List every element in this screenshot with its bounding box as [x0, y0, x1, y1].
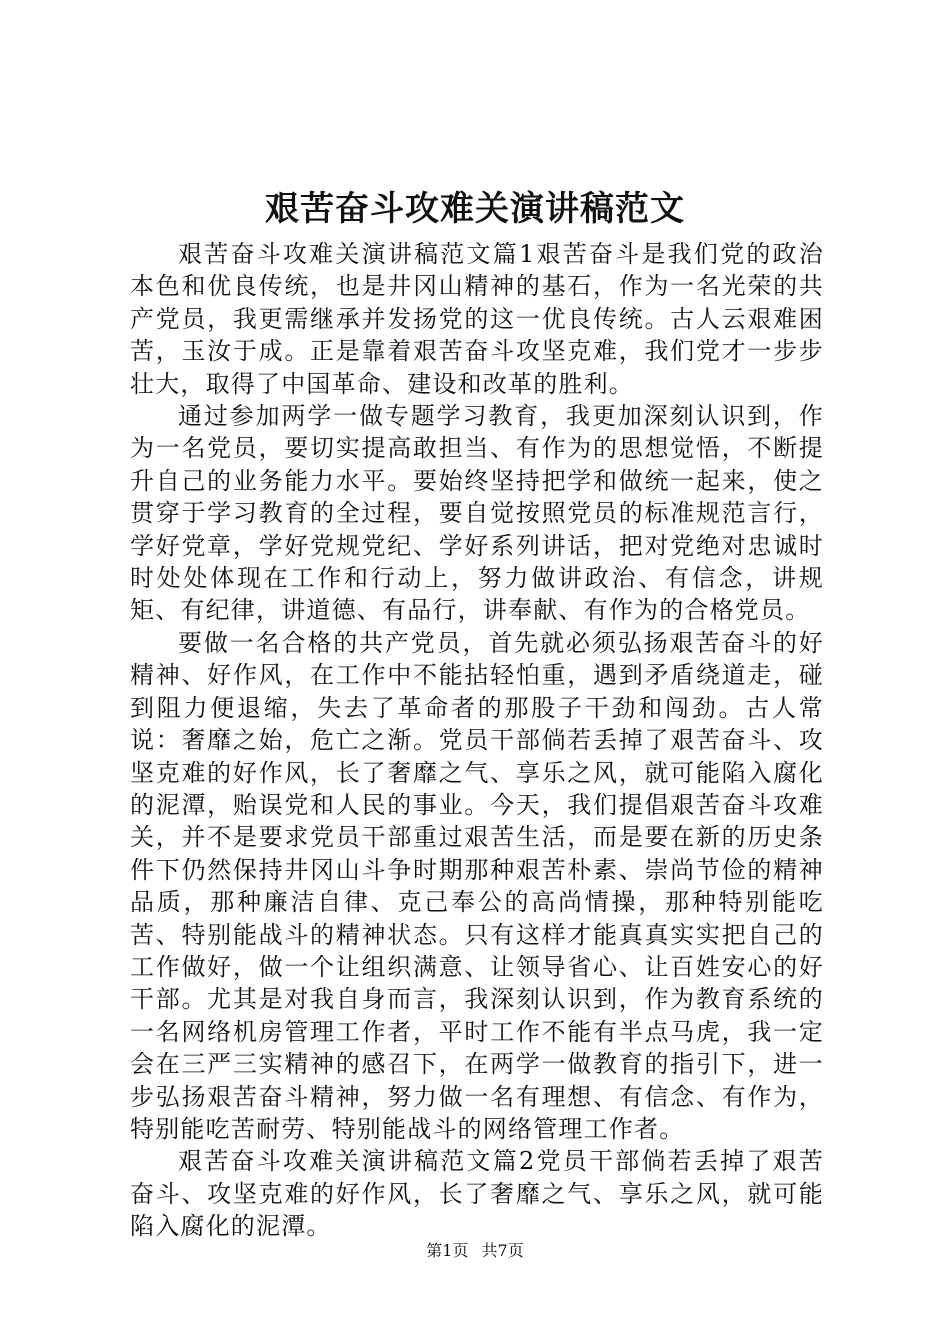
paragraph-3: 要做一名合格的共产党员，首先就必须弘扬艰苦奋斗的好精神、好作风，在工作中不能拈轻怕重，遇到矛盾绕道走，碰到阻力便退缩，失去了革命者的那股子干劲和闯劲。古人常说：奢靡之始，危亡之渐。党员干部倘若丢掉了艰苦奋斗、攻坚克难的好作风，长了奢靡之气、享乐之风，就可能陷入腐化的泥潭，贻误党和人民的事业。今天，我们提倡艰苦奋斗攻难关，并不是要求党员干部重过艰苦生活，而是要在新的历史条件下仍然保持井冈山斗争时期那种艰苦朴素、崇尚节俭的精神品质，那种廉洁自律、克己奉公的高尚情操，那种特别能吃苦、特别能战斗的精神状态。只有这样才能真真实实把自己的工作做好，做一个让组织满意、让领导省心、让百姓安心的好干部。尤其是对我自身而言，我深刻认识到，作为教育系统的一名网络机房管理工作者，平时工作不能有半点马虎，我一定会在三严三实精神的感召下，在两学一做教育的指引下，进一步弘扬艰苦奋斗精神，努力做一名有理想、有信念、有作为，特别能吃苦耐劳、特别能战斗的网络管理工作者。	[130, 628, 824, 1143]
document-body	[130, 238, 824, 1243]
page-number-total: 共7页	[481, 1241, 524, 1260]
paragraph-4: 艰苦奋斗攻难关演讲稿范文篇2党员干部倘若丢掉了艰苦奋斗、攻坚克难的好作风，长了奢靡之气、享乐之风，就可能陷入腐化的泥潭。	[130, 1147, 824, 1241]
paragraph-1: 艰苦奋斗攻难关演讲稿范文篇1艰苦奋斗是我们党的政治本色和优良传统，也是井冈山精神的基石，作为一名光荣的共产党员，我更需继承并发扬党的这一优良传统。古人云艰难困苦，玉汝于成。正是靠着艰苦奋斗攻坚克难，我们党才一步步壮大，取得了中国革命、建设和改革的胜利。	[130, 240, 824, 398]
page-footer	[0, 1239, 950, 1263]
document-title: 艰苦奋斗攻难关演讲稿范文	[265, 189, 685, 229]
page-number-current: 第1页	[426, 1241, 469, 1260]
paragraph-2: 通过参加两学一做专题学习教育，我更加深刻认识到，作为一名党员，要切实提高敢担当、有作为的思想觉悟，不断提升自己的业务能力水平。要始终坚持把学和做统一起来，使之贯穿于学习教育的全过程，要自觉按照党员的标准规范言行，学好党章，学好党规党纪、学好系列讲话，把对党绝对忠诚时时处处体现在工作和行动上，努力做讲政治、有信念，讲规矩、有纪律，讲道德、有品行，讲奉献、有作为的合格党员。	[130, 402, 824, 625]
